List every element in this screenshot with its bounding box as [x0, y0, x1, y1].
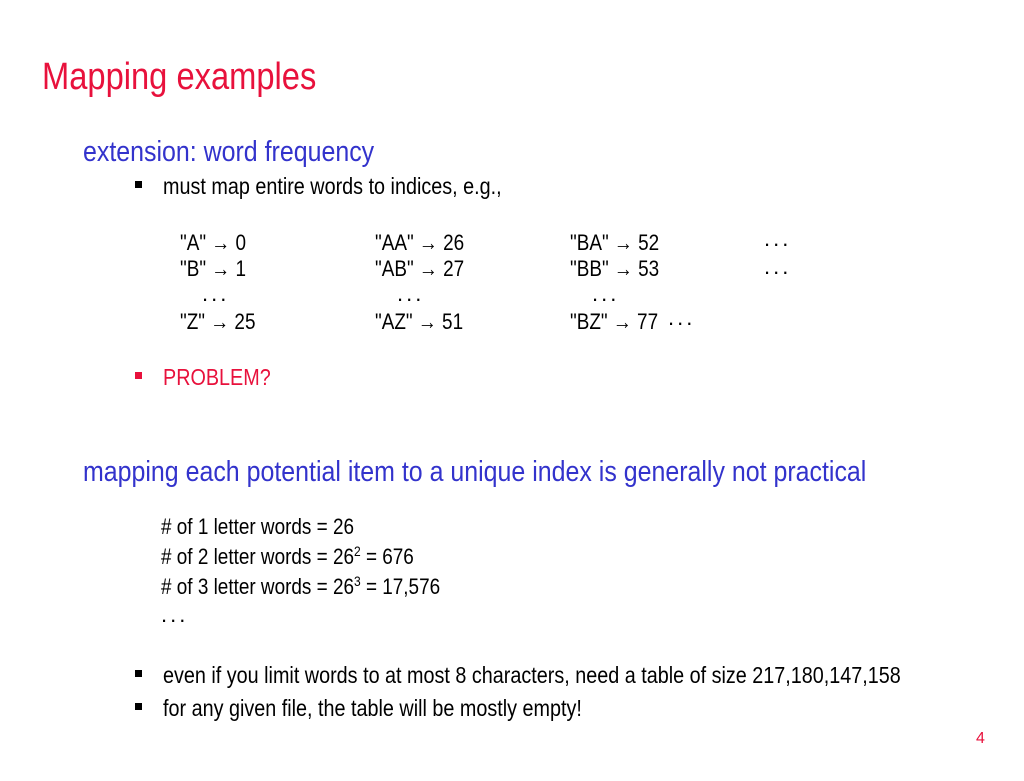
bullet-item — [163, 662, 1021, 689]
mapping-cell: "BA" → 52 — [570, 230, 660, 255]
bullet-text: must map entire words to indices, e.g., — [163, 173, 502, 199]
ellipsis: ... — [592, 281, 620, 306]
mapping-cell: "AB" → 27 — [375, 256, 465, 281]
mapping-cell: "BZ" → 77 — [570, 309, 659, 334]
count-line — [161, 543, 414, 570]
bullet-text: PROBLEM? — [163, 364, 271, 390]
slide-title: Mapping examples — [42, 56, 317, 98]
ellipsis: ... — [161, 602, 189, 627]
count-text: = 17,576 — [360, 574, 441, 599]
bullet-text: for any given file, the table will be mostly empty! — [163, 695, 582, 721]
ellipsis: ... — [668, 305, 696, 330]
section-heading-not-practical: mapping each potential item to a unique index is generally not practical — [83, 456, 867, 488]
exponent: 2 — [353, 543, 361, 559]
mapping-cell: "AA" → 26 — [375, 230, 465, 255]
mapping-cell: "BB" → 53 — [570, 256, 660, 281]
bullet-item — [163, 695, 650, 722]
count-text: # of 3 letter words = 26 — [161, 574, 354, 599]
ellipsis: ... — [202, 281, 230, 306]
bullet-text: even if you limit words to at most 8 characters, need a table of size 217,180,147,158 — [163, 662, 901, 688]
square-bullet-icon — [135, 670, 142, 677]
ellipsis: ... — [397, 281, 425, 306]
mapping-cell: "AZ" → 51 — [375, 309, 464, 334]
bullet-item — [163, 173, 557, 200]
mapping-cell: "B" → 1 — [180, 256, 247, 281]
square-bullet-icon — [135, 181, 142, 188]
ellipsis: ... — [764, 226, 792, 251]
problem-bullet — [163, 364, 288, 391]
count-text: = 676 — [360, 544, 414, 569]
exponent: 3 — [353, 573, 361, 589]
mapping-cell: "A" → 0 — [180, 230, 247, 255]
count-line — [161, 514, 354, 540]
square-bullet-icon — [135, 703, 142, 710]
page-number: 4 — [976, 730, 985, 747]
square-bullet-icon — [135, 372, 142, 379]
count-line — [161, 573, 440, 600]
ellipsis: ... — [764, 254, 792, 279]
section-heading-word-frequency: extension: word frequency — [83, 136, 375, 168]
mapping-cell: "Z" → 25 — [180, 309, 256, 334]
count-text: # of 2 letter words = 26 — [161, 544, 354, 569]
count-text: # of 1 letter words = 26 — [161, 514, 354, 539]
